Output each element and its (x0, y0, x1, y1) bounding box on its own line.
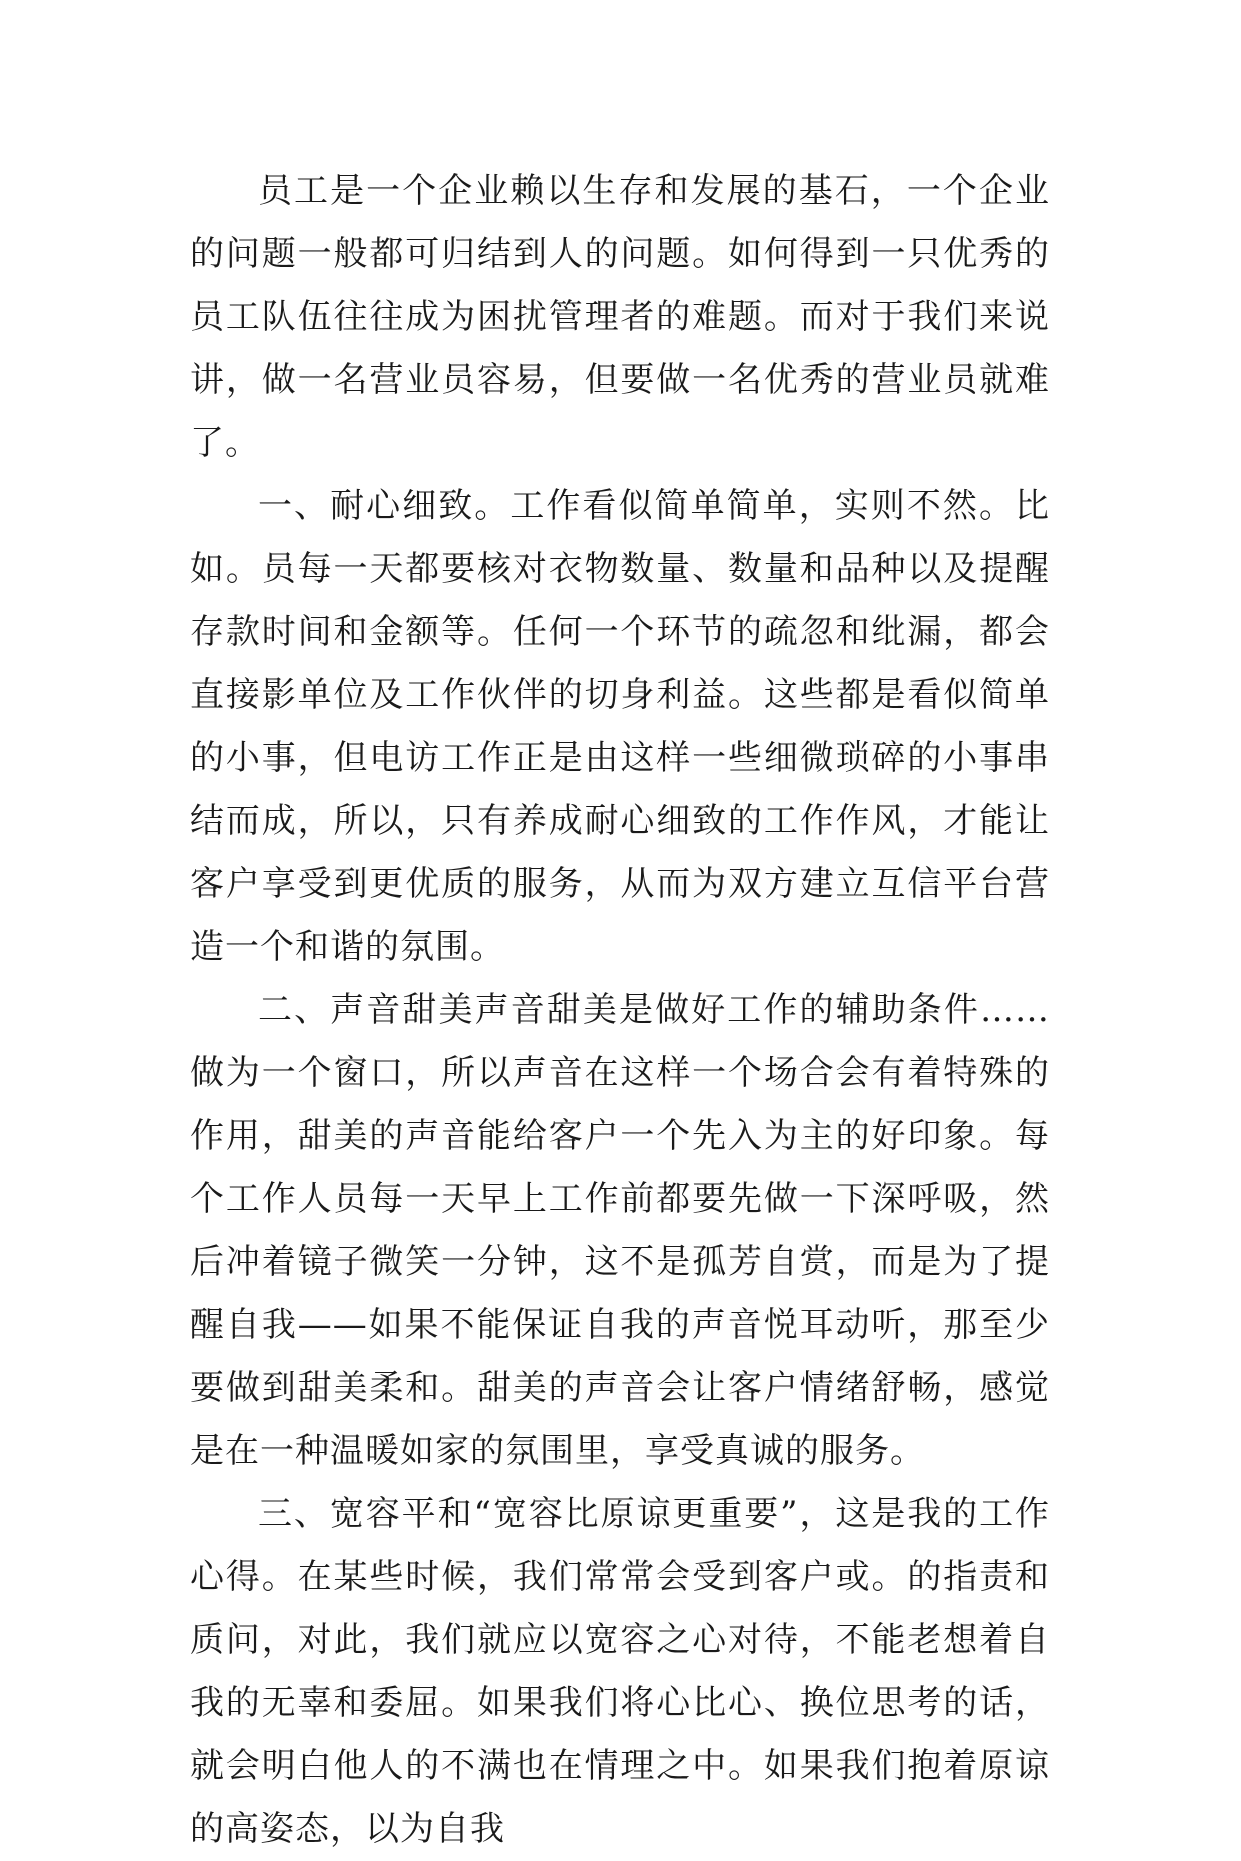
paragraph-voice: 二、声音甜美声音甜美是做好工作的辅助条件……做为一个窗口，所以声音在这样一个场合会有着特殊的作用，甜美的声音能给客户一个先入为主的好印象。每个工作人员每一天早上工作前都要先做一下深呼吸，然后冲着镜子微笑一分钟，这不是孤芳自赏，而是为了提醒自我——如果不能保证自我的声音悦耳动听，那至少要做到甜美柔和。甜美的声音会让客户情绪舒畅，感觉是在一种温暖如家的氛围里，享受真诚的服务。 (190, 990, 1050, 1471)
paragraph-patience: 一、耐心细致。工作看似简单简单，实则不然。比如。员每一天都要核对衣物数量、数量和品种以及提醒存款时间和金额等。任何一个环节的疏忽和纰漏，都会直接影单位及工作伙伴的切身利益。这些都是看似简单的小事，但电访工作正是由这样一些细微琐碎的小事串结而成，所以，只有养成耐心细致的工作作风，才能让客户享受到更优质的服务，从而为双方建立互信平台营造一个和谐的氛围。 (190, 486, 1050, 967)
document-body (190, 160, 1050, 1861)
paragraph-tolerance: 三、宽容平和“宽容比原谅更重要”，这是我的工作心得。在某些时候，我们常常会受到客户或。的指责和质问，对此，我们就应以宽容之心对待，不能老想着自我的无辜和委屈。如果我们将心比心、换位思考的话，就会明白他人的不满也在情理之中。如果我们抱着原谅的高姿态，以为自我 (190, 1494, 1050, 1849)
paragraph-intro: 员工是一个企业赖以生存和发展的基石，一个企业的问题一般都可归结到人的问题。如何得到一只优秀的员工队伍往往成为困扰管理者的难题。而对于我们来说讲，做一名营业员容易，但要做一名优秀的营业员就难了。 (190, 171, 1050, 463)
